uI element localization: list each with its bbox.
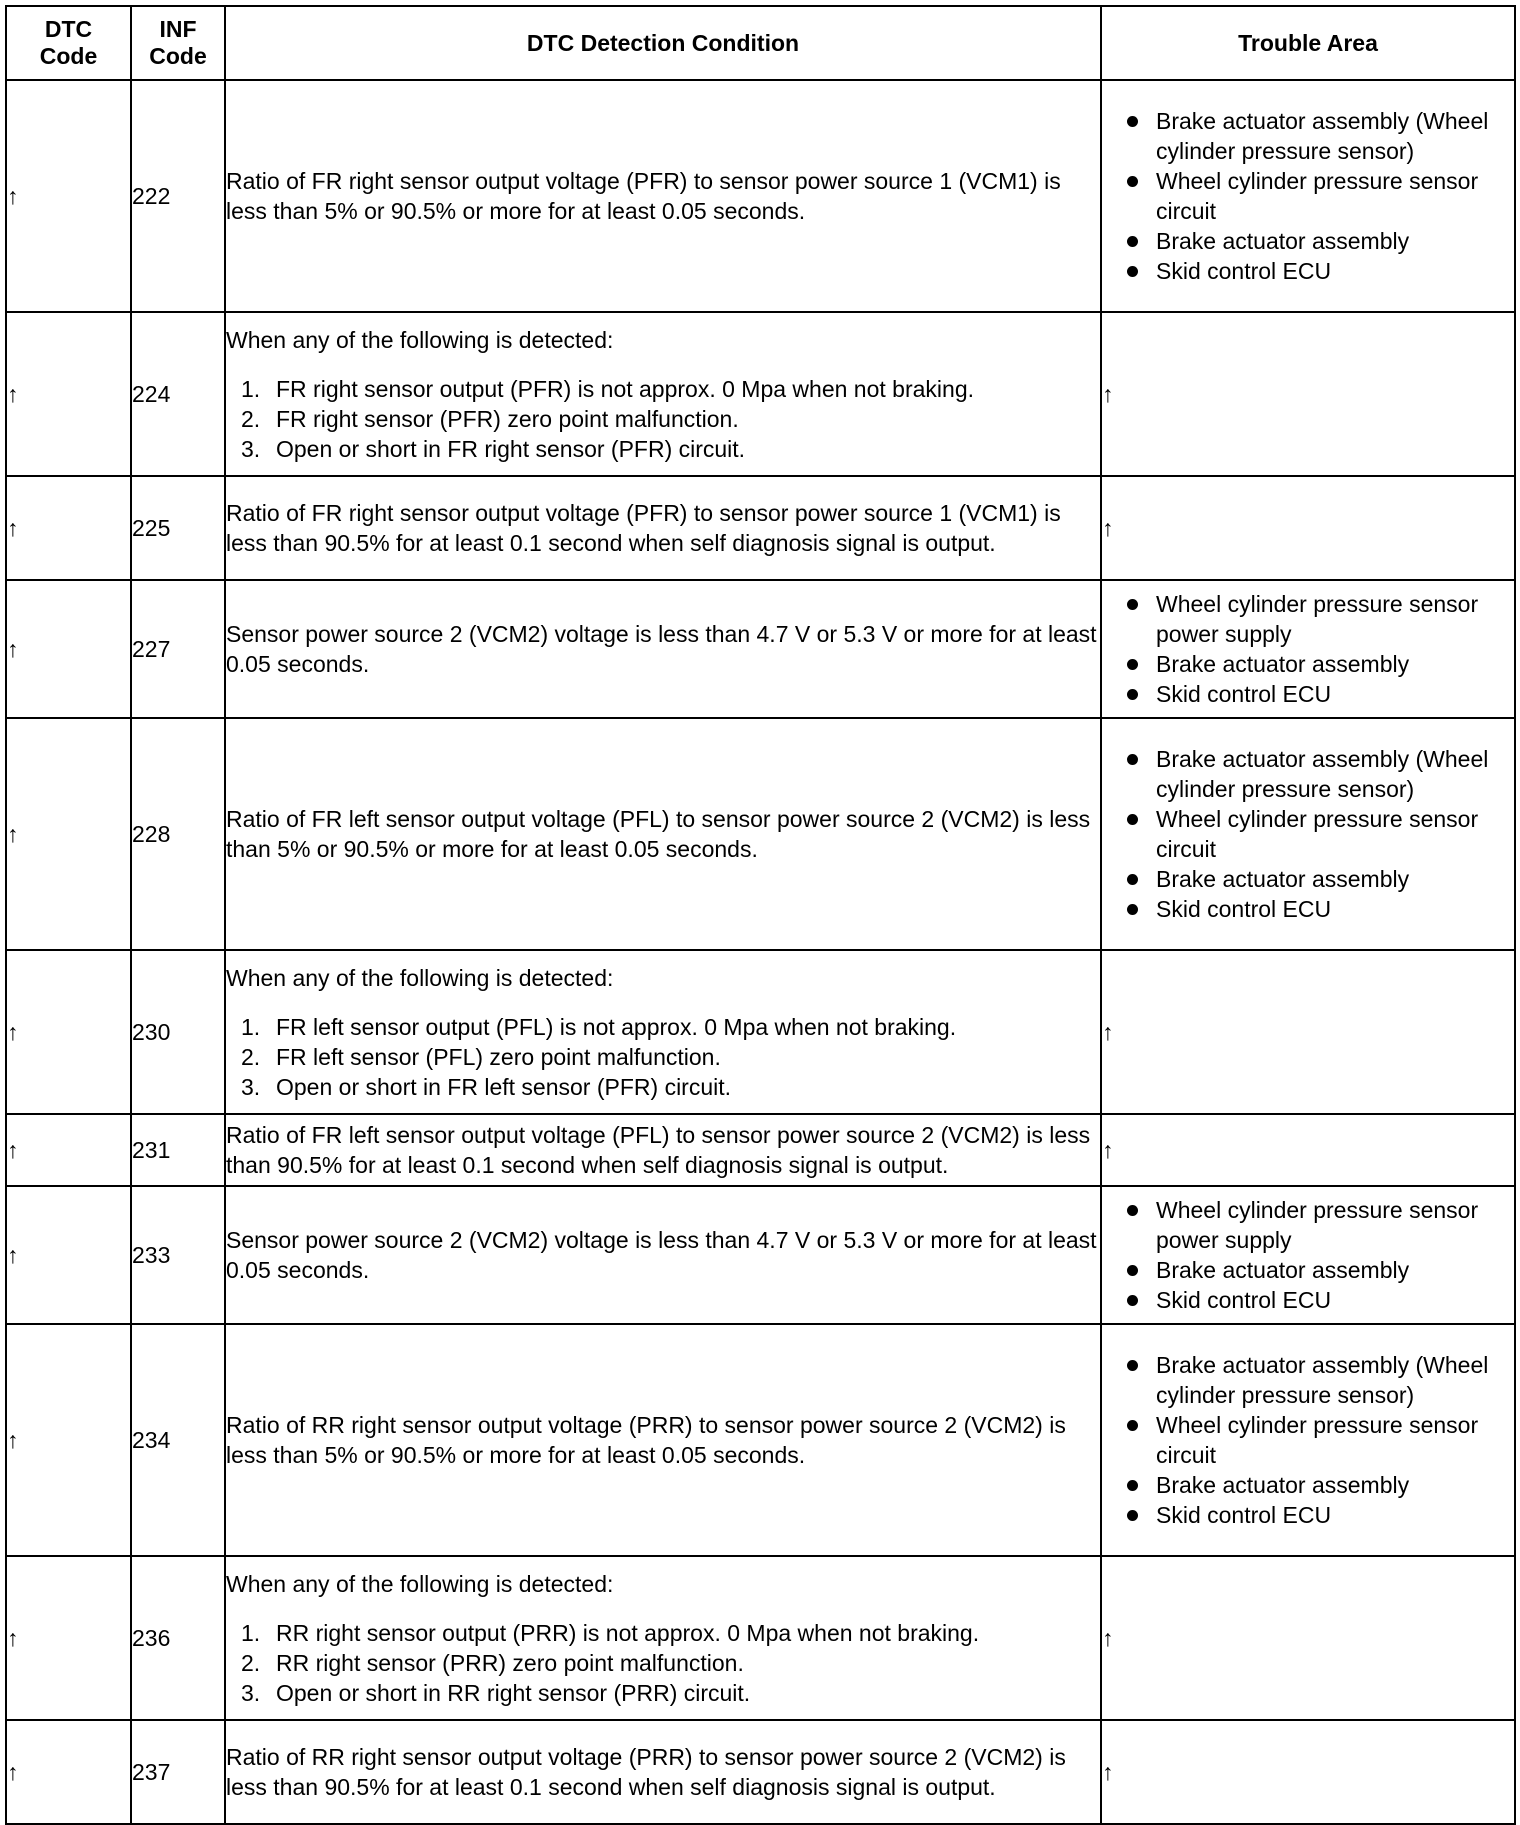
dtc-code-cell: ↑ bbox=[6, 1556, 131, 1720]
item-number: 2. bbox=[241, 1043, 261, 1070]
trouble-area-cell bbox=[1101, 718, 1515, 950]
trouble-area-cell: ↑ bbox=[1101, 312, 1515, 476]
trouble-area-item: Brake actuator assembly (Wheel cylinder pressure sensor) bbox=[1102, 744, 1514, 804]
inf-code-cell: 230 bbox=[131, 950, 225, 1114]
condition-cell: Ratio of RR right sensor output voltage (PRR) to sensor power source 2 (VCM2) is less than 5% or 90.5% or more for at least 0.05 seconds. bbox=[225, 1324, 1101, 1556]
condition-list-item bbox=[226, 1042, 1100, 1072]
condition-list-item bbox=[226, 1072, 1100, 1102]
condition-cell: Ratio of FR left sensor output voltage (PFL) to sensor power source 2 (VCM2) is less than 5% or 90.5% or more for at least 0.05 seconds. bbox=[225, 718, 1101, 950]
dtc-code-cell: ↑ bbox=[6, 312, 131, 476]
trouble-area-item: Brake actuator assembly bbox=[1102, 226, 1514, 256]
trouble-area-cell: ↑ bbox=[1101, 1114, 1515, 1186]
table-row bbox=[6, 718, 1515, 950]
trouble-area-cell bbox=[1101, 80, 1515, 312]
table-row bbox=[6, 80, 1515, 312]
trouble-area-item: Skid control ECU bbox=[1102, 1500, 1514, 1530]
trouble-area-cell: ↑ bbox=[1101, 950, 1515, 1114]
dtc-code-cell: ↑ bbox=[6, 1186, 131, 1324]
table-row bbox=[6, 580, 1515, 718]
trouble-area-cell bbox=[1101, 1324, 1515, 1556]
inf-code-cell: 236 bbox=[131, 1556, 225, 1720]
table-row bbox=[6, 312, 1515, 476]
table-row bbox=[6, 1324, 1515, 1556]
item-number: 1. bbox=[241, 375, 261, 402]
dtc-code-cell: ↑ bbox=[6, 1324, 131, 1556]
trouble-area-item: Skid control ECU bbox=[1102, 679, 1514, 709]
trouble-area-list bbox=[1102, 106, 1514, 286]
trouble-area-item: Brake actuator assembly bbox=[1102, 649, 1514, 679]
condition-list-item bbox=[226, 404, 1100, 434]
table-header-row bbox=[6, 6, 1515, 80]
trouble-area-item: Wheel cylinder pressure sensor power supply bbox=[1102, 589, 1514, 649]
condition-lead: When any of the following is detected: bbox=[226, 1570, 614, 1597]
item-text: FR left sensor (PFL) zero point malfunction. bbox=[276, 1043, 721, 1070]
condition-lead: When any of the following is detected: bbox=[226, 326, 614, 353]
trouble-area-cell: ↑ bbox=[1101, 1556, 1515, 1720]
item-text: RR right sensor (PRR) zero point malfunction. bbox=[276, 1649, 744, 1676]
trouble-area-item: Skid control ECU bbox=[1102, 1285, 1514, 1315]
condition-lead: When any of the following is detected: bbox=[226, 964, 614, 991]
condition-cell bbox=[225, 1556, 1101, 1720]
header-trouble-area: Trouble Area bbox=[1101, 6, 1515, 80]
item-text: Open or short in FR left sensor (PFR) circuit. bbox=[276, 1073, 732, 1100]
trouble-area-item: Wheel cylinder pressure sensor circuit bbox=[1102, 1410, 1514, 1470]
trouble-area-item: Brake actuator assembly bbox=[1102, 1255, 1514, 1285]
header-detection-condition: DTC Detection Condition bbox=[225, 6, 1101, 80]
trouble-area-item: Skid control ECU bbox=[1102, 256, 1514, 286]
trouble-area-cell bbox=[1101, 580, 1515, 718]
condition-cell: Sensor power source 2 (VCM2) voltage is less than 4.7 V or 5.3 V or more for at least 0.05 seconds. bbox=[225, 580, 1101, 718]
trouble-area-list bbox=[1102, 589, 1514, 709]
header-dtc-code: DTC Code bbox=[6, 6, 131, 80]
condition-cell: Ratio of FR left sensor output voltage (PFL) to sensor power source 2 (VCM2) is less than 90.5% for at least 0.1 second when self diagnosis signal is output. bbox=[225, 1114, 1101, 1186]
table-row bbox=[6, 476, 1515, 580]
trouble-area-item: Brake actuator assembly bbox=[1102, 1470, 1514, 1500]
trouble-area-item: Wheel cylinder pressure sensor power supply bbox=[1102, 1195, 1514, 1255]
dtc-code-cell: ↑ bbox=[6, 476, 131, 580]
item-number: 3. bbox=[241, 435, 261, 462]
condition-list-item bbox=[226, 1618, 1100, 1648]
item-text: FR left sensor output (PFL) is not approx. 0 Mpa when not braking. bbox=[276, 1013, 957, 1040]
inf-code-cell: 224 bbox=[131, 312, 225, 476]
item-number: 1. bbox=[241, 1619, 261, 1646]
trouble-area-cell: ↑ bbox=[1101, 476, 1515, 580]
condition-list-item bbox=[226, 374, 1100, 404]
trouble-area-item: Brake actuator assembly bbox=[1102, 864, 1514, 894]
item-text: FR right sensor (PFR) zero point malfunction. bbox=[276, 405, 739, 432]
dtc-code-cell: ↑ bbox=[6, 718, 131, 950]
dtc-code-cell: ↑ bbox=[6, 1720, 131, 1824]
item-text: Open or short in RR right sensor (PRR) circuit. bbox=[276, 1679, 751, 1706]
table-body bbox=[6, 80, 1515, 1824]
trouble-area-cell bbox=[1101, 1186, 1515, 1324]
header-inf-code: INF Code bbox=[131, 6, 225, 80]
item-number: 2. bbox=[241, 405, 261, 432]
inf-code-cell: 228 bbox=[131, 718, 225, 950]
item-text: FR right sensor output (PFR) is not approx. 0 Mpa when not braking. bbox=[276, 375, 974, 402]
condition-list-item bbox=[226, 1648, 1100, 1678]
item-number: 3. bbox=[241, 1073, 261, 1100]
inf-code-cell: 227 bbox=[131, 580, 225, 718]
trouble-area-list bbox=[1102, 744, 1514, 924]
table-row bbox=[6, 1556, 1515, 1720]
table-row bbox=[6, 1720, 1515, 1824]
condition-list bbox=[226, 1618, 1100, 1708]
condition-cell: Ratio of FR right sensor output voltage (PFR) to sensor power source 1 (VCM1) is less than 90.5% for at least 0.1 second when self diagnosis signal is output. bbox=[225, 476, 1101, 580]
condition-list-item bbox=[226, 434, 1100, 464]
dtc-code-cell: ↑ bbox=[6, 580, 131, 718]
item-number: 3. bbox=[241, 1679, 261, 1706]
condition-cell bbox=[225, 312, 1101, 476]
trouble-area-item: Skid control ECU bbox=[1102, 894, 1514, 924]
condition-cell: Ratio of RR right sensor output voltage (PRR) to sensor power source 2 (VCM2) is less than 90.5% for at least 0.1 second when self diagnosis signal is output. bbox=[225, 1720, 1101, 1824]
condition-cell bbox=[225, 950, 1101, 1114]
trouble-area-cell: ↑ bbox=[1101, 1720, 1515, 1824]
inf-code-cell: 222 bbox=[131, 80, 225, 312]
condition-list-item bbox=[226, 1678, 1100, 1708]
table-row bbox=[6, 1114, 1515, 1186]
condition-list bbox=[226, 1012, 1100, 1102]
item-number: 2. bbox=[241, 1649, 261, 1676]
item-text: RR right sensor output (PRR) is not approx. 0 Mpa when not braking. bbox=[276, 1619, 980, 1646]
condition-list bbox=[226, 374, 1100, 464]
item-number: 1. bbox=[241, 1013, 261, 1040]
condition-cell: Sensor power source 2 (VCM2) voltage is less than 4.7 V or 5.3 V or more for at least 0.05 seconds. bbox=[225, 1186, 1101, 1324]
dtc-code-cell: ↑ bbox=[6, 950, 131, 1114]
inf-code-cell: 237 bbox=[131, 1720, 225, 1824]
inf-code-cell: 233 bbox=[131, 1186, 225, 1324]
trouble-area-list bbox=[1102, 1195, 1514, 1315]
condition-cell: Ratio of FR right sensor output voltage (PFR) to sensor power source 1 (VCM1) is less than 5% or 90.5% or more for at least 0.05 seconds. bbox=[225, 80, 1101, 312]
trouble-area-item: Wheel cylinder pressure sensor circuit bbox=[1102, 804, 1514, 864]
trouble-area-item: Wheel cylinder pressure sensor circuit bbox=[1102, 166, 1514, 226]
dtc-code-cell: ↑ bbox=[6, 1114, 131, 1186]
condition-list-item bbox=[226, 1012, 1100, 1042]
table-row bbox=[6, 950, 1515, 1114]
dtc-table bbox=[5, 5, 1516, 1825]
inf-code-cell: 234 bbox=[131, 1324, 225, 1556]
inf-code-cell: 231 bbox=[131, 1114, 225, 1186]
trouble-area-item: Brake actuator assembly (Wheel cylinder pressure sensor) bbox=[1102, 1350, 1514, 1410]
table-row bbox=[6, 1186, 1515, 1324]
trouble-area-item: Brake actuator assembly (Wheel cylinder pressure sensor) bbox=[1102, 106, 1514, 166]
inf-code-cell: 225 bbox=[131, 476, 225, 580]
item-text: Open or short in FR right sensor (PFR) circuit. bbox=[276, 435, 746, 462]
dtc-code-cell: ↑ bbox=[6, 80, 131, 312]
trouble-area-list bbox=[1102, 1350, 1514, 1530]
